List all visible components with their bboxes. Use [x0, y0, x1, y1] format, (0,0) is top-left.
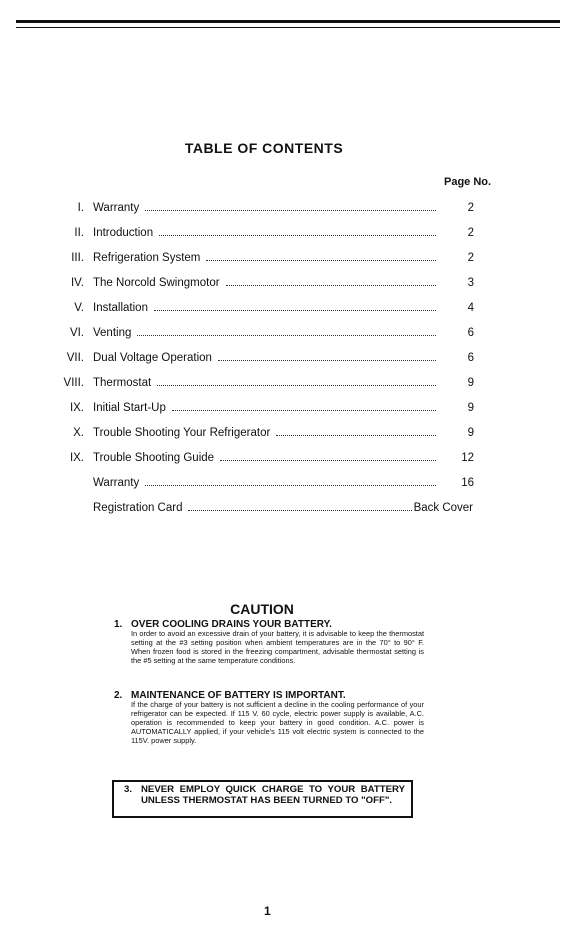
toc-entry-number: VIII. [63, 377, 84, 389]
toc-entry-number: IV. [70, 277, 84, 289]
caution-item [114, 690, 424, 746]
toc-entry-number: I. [77, 202, 84, 214]
toc-entry-number: II. [74, 227, 84, 239]
toc-entry [0, 477, 576, 502]
page-number-column-header: Page No. [444, 176, 492, 188]
toc-entry-page: 3 [467, 277, 474, 289]
toc-entry [0, 252, 576, 277]
caution-heading: CAUTION [230, 601, 294, 617]
toc-entry-title: Trouble Shooting Your Refrigerator [93, 427, 271, 439]
toc-entry [0, 377, 576, 402]
toc-entry [0, 502, 576, 527]
toc-entry-title: Venting [93, 327, 132, 339]
toc-entry [0, 202, 576, 227]
boxed-caution-text: NEVER EMPLOY QUICK CHARGE TO YOUR BATTERY UNLESS THERMOSTAT HAS BEEN TURNED TO "OFF". [141, 784, 405, 806]
toc-entry-page: 4 [467, 302, 474, 314]
toc-entry-page: 9 [467, 402, 474, 414]
dot-leader [226, 285, 436, 286]
toc-entry [0, 327, 576, 352]
toc-entry-page: 2 [467, 252, 474, 264]
toc-entry-number: IX. [69, 402, 84, 414]
toc-entry-page: 9 [467, 377, 474, 389]
dot-leader [154, 310, 436, 311]
toc-entry [0, 227, 576, 252]
caution-item [114, 619, 424, 666]
caution-item-number: 1. [114, 619, 123, 630]
toc-entry-title: Thermostat [93, 377, 152, 389]
dot-leader [172, 410, 436, 411]
toc-entry-page: 6 [467, 352, 474, 364]
page-number: 1 [264, 904, 271, 918]
header-rule-thick [16, 20, 560, 23]
dot-leader [137, 335, 436, 336]
dot-leader [218, 360, 436, 361]
toc-entry [0, 277, 576, 302]
toc-entry-page: 9 [467, 427, 474, 439]
table-of-contents [0, 202, 576, 527]
toc-entry-page: 12 [461, 452, 474, 464]
dot-leader [159, 235, 436, 236]
caution-item-heading: MAINTENANCE OF BATTERY IS IMPORTANT. [131, 690, 346, 701]
toc-entry-title: Initial Start-Up [93, 402, 166, 414]
toc-entry-title: Warranty [93, 202, 140, 214]
header-rule-thin [16, 27, 560, 28]
toc-entry-page: 2 [467, 227, 474, 239]
toc-entry-page: 16 [461, 477, 474, 489]
toc-entry [0, 352, 576, 377]
dot-leader [145, 210, 436, 211]
toc-entry-title: Warranty [93, 477, 140, 489]
caution-item-number: 3. [124, 784, 133, 795]
toc-entry-title: Introduction [93, 227, 154, 239]
dot-leader [220, 460, 436, 461]
toc-entry-title: Trouble Shooting Guide [93, 452, 215, 464]
toc-entry-number: X. [73, 427, 84, 439]
caution-item-body: If the charge of your battery is not sufficient a decline in the cooling performance of your refrigerator can be expected. If 115 V. 60 cycle, electric power supply is available, A.C. operation is recommended to keep your battery in good condition. A.C. power is AUTOMATICALLY applied, if your vehicle's 115 volt electric system is connected to the 115V. power supply. [131, 700, 424, 745]
toc-entry [0, 302, 576, 327]
dot-leader [157, 385, 436, 386]
toc-entry [0, 402, 576, 427]
toc-entry-title: Registration Card [93, 502, 183, 514]
toc-entry-title: The Norcold Swingmotor [93, 277, 220, 289]
toc-entry-number: VII. [66, 352, 84, 364]
toc-entry-title: Dual Voltage Operation [93, 352, 212, 364]
dot-leader [206, 260, 436, 261]
toc-title: TABLE OF CONTENTS [184, 140, 344, 156]
toc-entry-title: Installation [93, 302, 148, 314]
caution-item-number: 2. [114, 690, 123, 701]
boxed-caution-warning [112, 780, 413, 818]
toc-entry-number: V. [74, 302, 84, 314]
caution-item-body: In order to avoid an excessive drain of your battery, it is advisable to keep the thermostat setting at the #3 setting position when ambient temperatures are in the 70° to 90° F. When frozen food is stored in the freezing compartment, advisable thermostat setting is the #5 setting at the same temperature conditions. [131, 629, 424, 665]
dot-leader [145, 485, 436, 486]
toc-entry-number: VI. [69, 327, 84, 339]
caution-item-heading: OVER COOLING DRAINS YOUR BATTERY. [131, 619, 332, 630]
toc-entry-page: 2 [467, 202, 474, 214]
toc-entry-number: IX. [69, 452, 84, 464]
dot-leader [276, 435, 436, 436]
toc-entry-page: Back Cover [413, 502, 473, 514]
toc-entry-number: III. [71, 252, 84, 264]
toc-entry [0, 427, 576, 452]
toc-entry [0, 452, 576, 477]
toc-entry-title: Refrigeration System [93, 252, 201, 264]
toc-entry-page: 6 [467, 327, 474, 339]
dot-leader [188, 510, 411, 511]
